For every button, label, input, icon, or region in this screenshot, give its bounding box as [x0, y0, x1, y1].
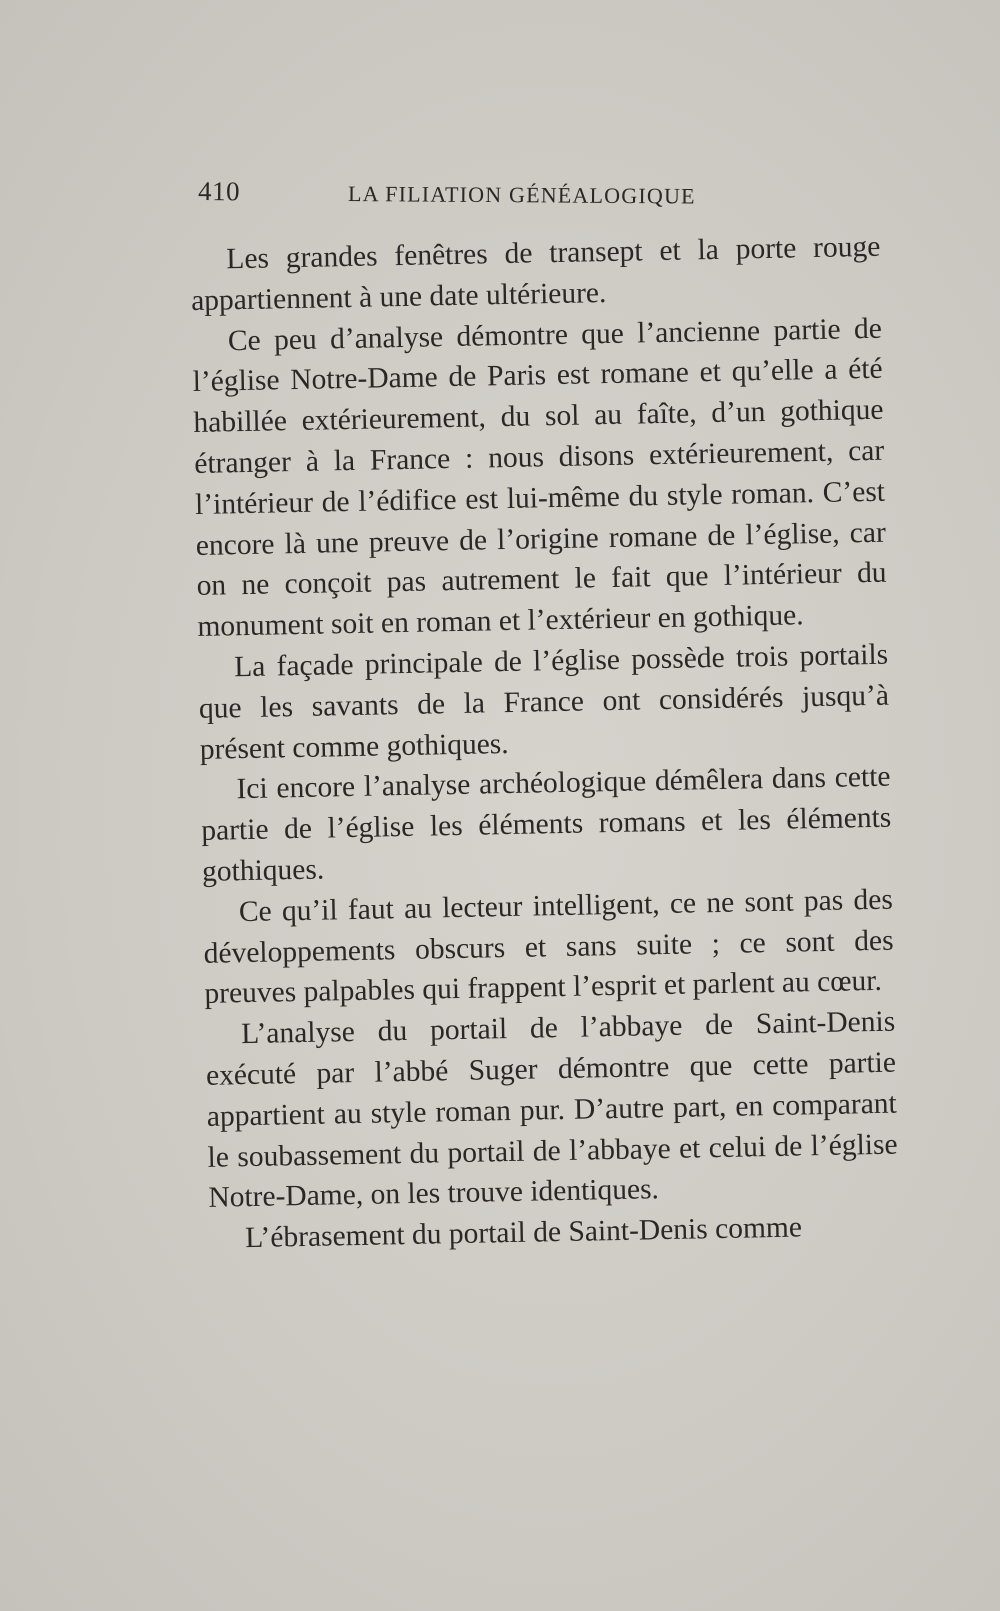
page-number: 410: [197, 176, 241, 207]
paragraph: Ici encore l’analyse archéologique démêlera dans cette partie de l’église les éléments romans et les éléments gothiques.: [201, 761, 892, 888]
running-head: [198, 176, 738, 216]
running-title: LA FILIATION GÉNÉALOGIQUE: [347, 181, 696, 209]
paragraph: L’ébrasement du portail de Saint-Denis comme: [244, 1211, 803, 1255]
paragraph: Les grandes fenêtres de transept et la porte rouge appartiennent à une date ultérieure.: [190, 230, 881, 317]
paragraph: Ce qu’il faut au lecteur intelligent, ce ne sont pas des développements obscurs et sans suite ; ce sont des preuves palpables qui frappent l’esprit et parlent au cœur.: [203, 883, 894, 1011]
paragraph: La façade principale de l’église possède trois portails que les savants de la France ont considérés jusqu’à présent comme gothiques.: [198, 638, 890, 766]
paragraph: L’analyse du portail de l’abbaye de Saint-Denis exécuté par l’abbé Suger démontre que cette partie appartient au style roman pur. D’autre part, en comparant le soubassement du portail de l’abbaye et celui de l’église Notre-Dame, on les trouve identiques.: [205, 1005, 898, 1215]
paragraph: Ce peu d’analyse démontre que l’ancienne partie de l’église Notre-Dame de Paris est romane et qu’elle a été habillée extérieurement, du sol au faîte, d’un gothique étranger à la France : nous disons extérieurement, car l’intérieur de l’édifice est lui-même du style roman. C’est encore là une preuve de l’origine romane de l’église, car on ne conçoit pas autrement le fait que l’intérieur du monument soit en roman et l’extérieur en gothique.: [192, 312, 887, 644]
body-text: [190, 227, 899, 1260]
